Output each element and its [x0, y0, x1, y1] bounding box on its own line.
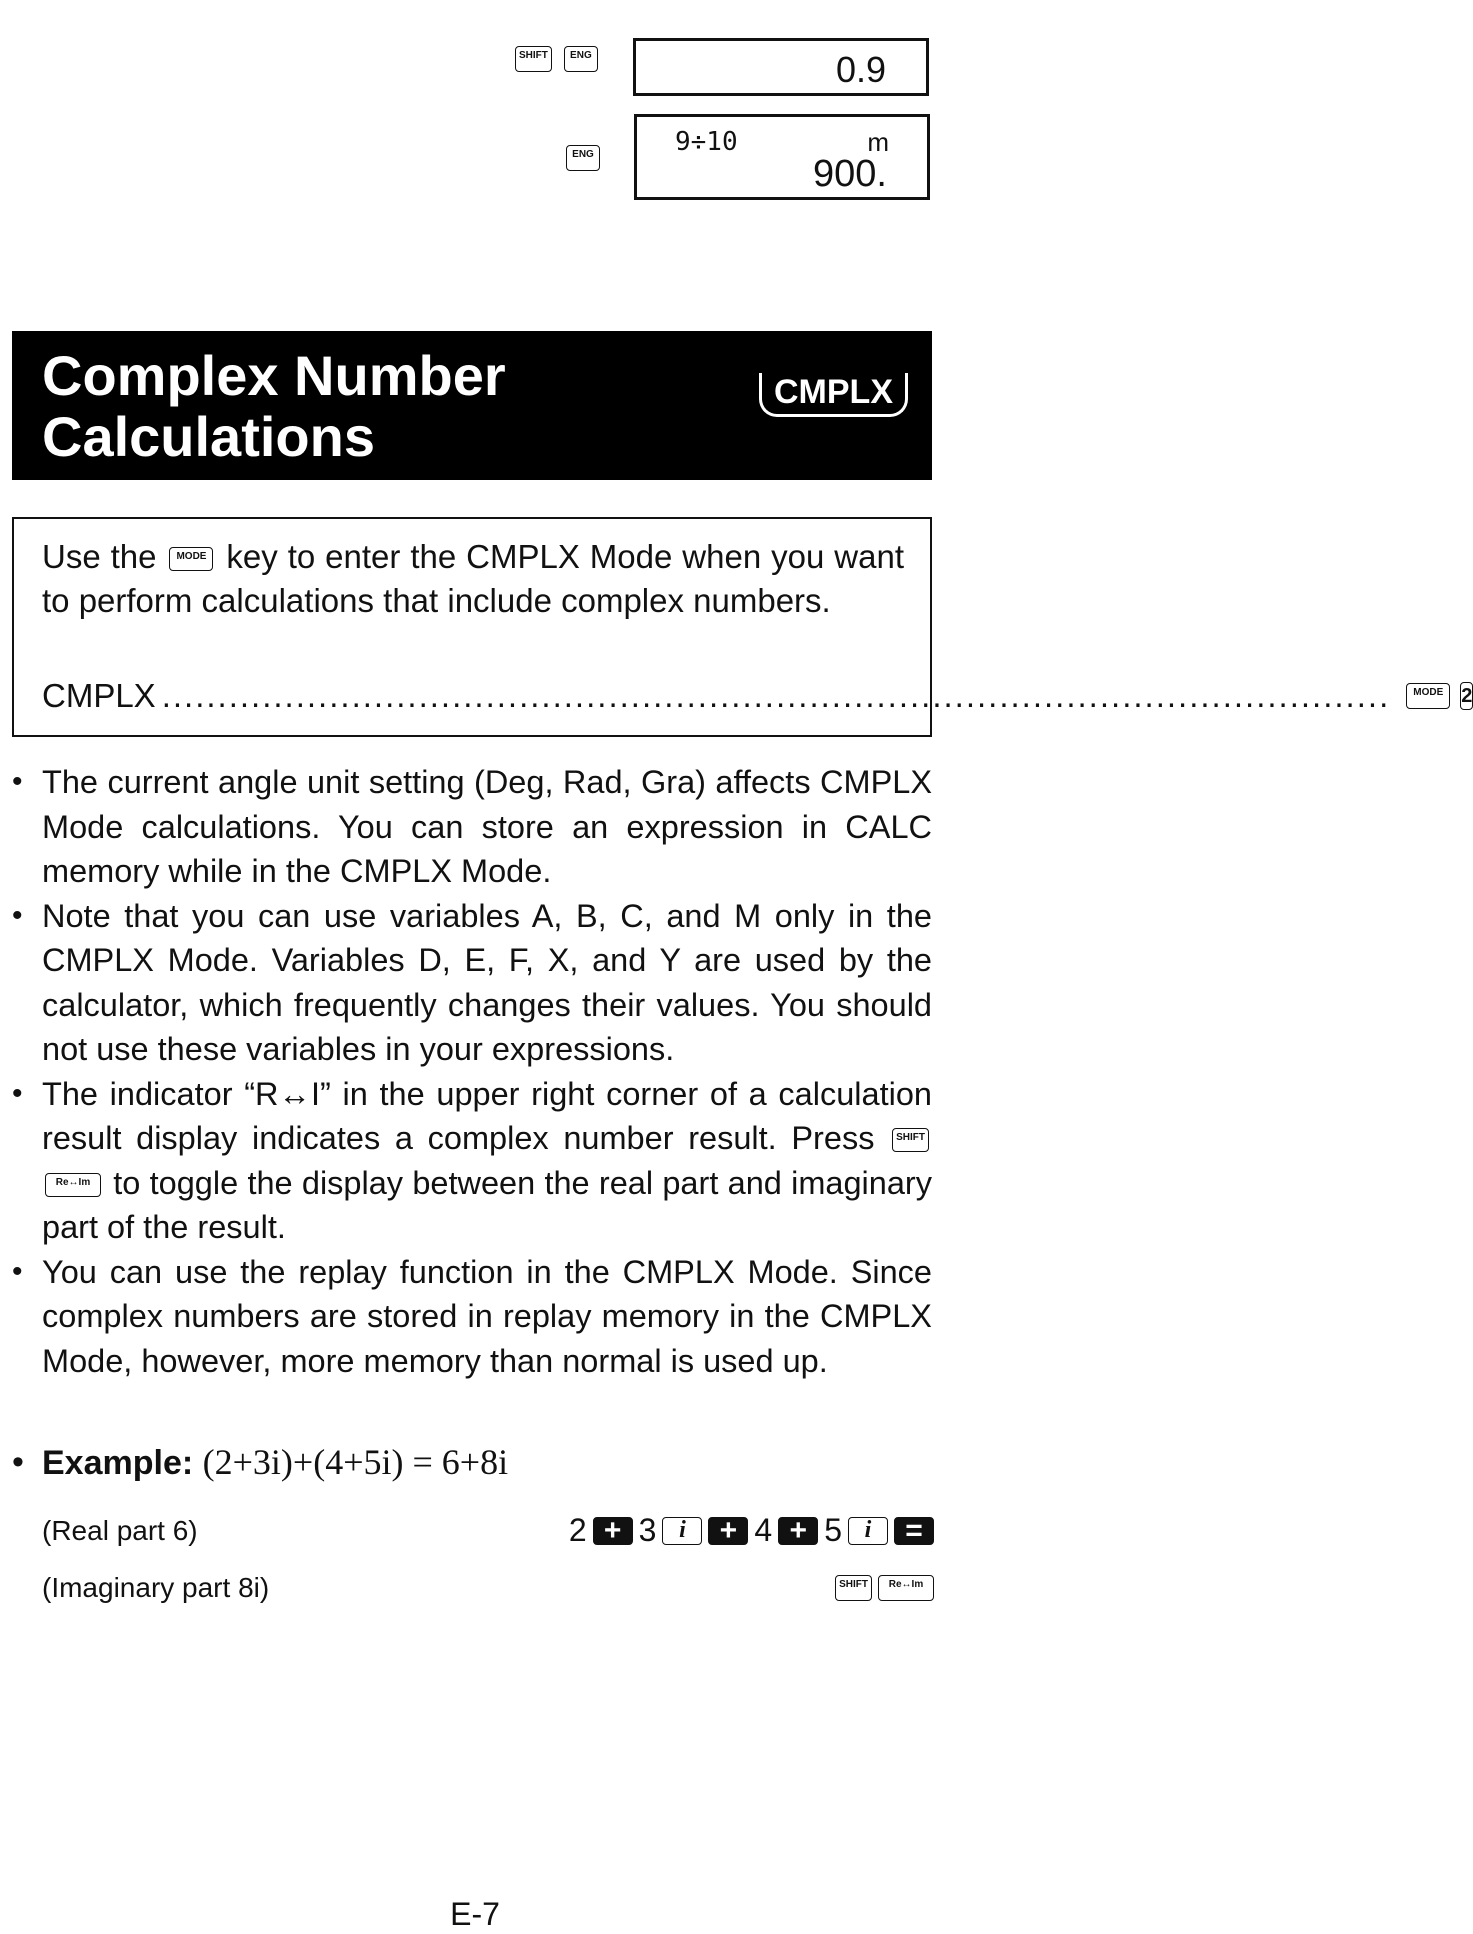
mode-label: CMPLX — [42, 677, 156, 714]
page-number: E-7 — [450, 1896, 500, 1932]
mode-key-sequence — [42, 677, 1473, 715]
two-key: 2 — [1460, 682, 1473, 710]
i-key: i — [662, 1517, 702, 1545]
plus-key: + — [708, 1517, 748, 1545]
plus-key: + — [778, 1517, 818, 1545]
key-sequence: 2 + 3 i + 4 + 5 i = — [569, 1512, 934, 1549]
mode-info-text: Use the MODE key to enter the CMPLX Mode when you want to perform calculations that include complex numbers. — [42, 538, 904, 619]
example-title — [12, 1440, 932, 1485]
key-sequence — [835, 1575, 934, 1601]
section-title: Complex Number Calculations — [42, 344, 506, 468]
example-line-imag — [42, 1572, 934, 1604]
example-section — [12, 1440, 932, 1485]
mode-key: MODE — [169, 547, 213, 571]
mode-info-box — [12, 517, 1473, 737]
shift-key: SHIFT — [892, 1128, 929, 1152]
eng-key: ENG — [566, 145, 600, 171]
plus-key: + — [593, 1517, 633, 1545]
re-im-key: Re↔Im — [45, 1173, 101, 1197]
display-value: 0.9 — [835, 49, 886, 90]
display-value: 900. — [813, 153, 887, 195]
list-item: • You can use the replay function in the CMPLX Mode. Since complex numbers are stored in replay memory in the CMPLX Mode, however, more memory than normal is used up. — [12, 1250, 932, 1384]
imaginary-part-label: (Imaginary part 8i) — [42, 1572, 270, 1603]
list-item: • The current angle unit setting (Deg, Rad, Gra) affects CMPLX Mode calculations. You can store an expression in CALC memory while in the CMPLX Mode. — [12, 760, 932, 894]
equals-key: = — [894, 1517, 934, 1545]
list-item: • The indicator “R↔I” in the upper right corner of a calculation result display indicates a complex number result. Press SHIFT Re↔Im to toggle the display between the real part and imaginary part of the result. — [12, 1072, 932, 1250]
mode-badge: CMPLX — [759, 373, 908, 417]
eng-left-key: ENG — [564, 46, 598, 72]
i-key: i — [848, 1517, 888, 1545]
mode-key: MODE — [1406, 683, 1450, 709]
display-result-1 — [633, 38, 929, 96]
display-result-2 — [634, 114, 930, 200]
notes-list — [12, 760, 932, 1383]
example-label: Example: — [42, 1444, 194, 1482]
leader-dots: .............................................................................................................. — [161, 677, 1391, 714]
shift-key: SHIFT — [835, 1575, 872, 1601]
display-indicator: m — [867, 127, 889, 157]
real-part-label: (Real part 6) — [42, 1514, 198, 1546]
example-row-eng — [566, 145, 600, 171]
display-expression: 9÷10 — [675, 127, 738, 157]
re-im-key: Re↔Im — [878, 1575, 934, 1601]
list-item: • Note that you can use variables A, B, C, and M only in the CMPLX Mode. Variables D, E, F, X, and Y are used by the calculator, which frequently changes their values. You should not use these variables in your expressions. — [12, 894, 932, 1072]
section-banner — [12, 331, 932, 480]
example-row-eng-shift — [515, 46, 598, 72]
example-formula: (2+3i)+(4+5i) = 6+8i — [202, 1442, 509, 1482]
example-line-real — [42, 1512, 934, 1549]
shift-key: SHIFT — [515, 46, 552, 72]
